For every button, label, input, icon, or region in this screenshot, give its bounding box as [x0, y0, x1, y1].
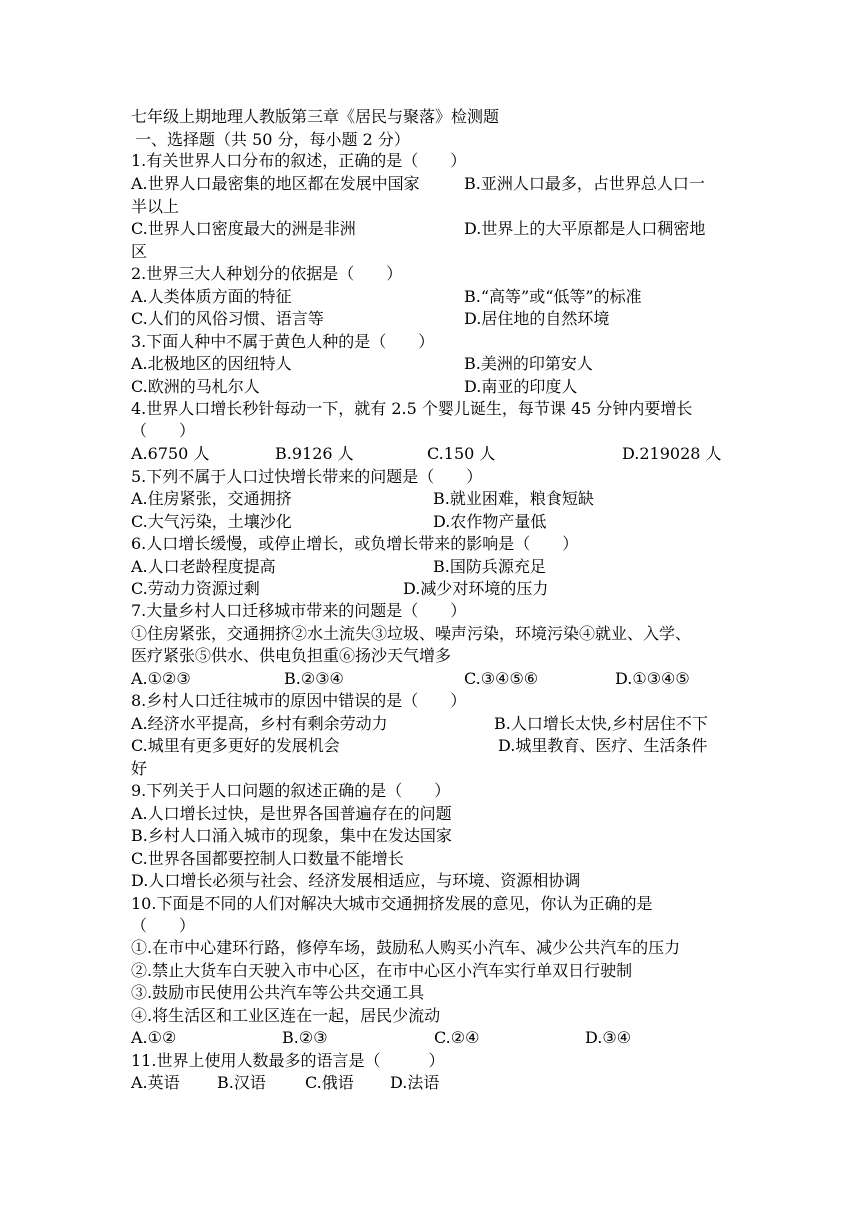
question-8-option-d: D.城里教育、医疗、生活条件	[498, 736, 708, 755]
question-9-option-d: D.人口增长必须与社会、经济发展相适应，与环境、资源相协调	[131, 871, 581, 890]
question-2-option-b: B.“高等”或“低等”的标准	[464, 287, 642, 306]
question-7-stem: 7.大量乡村人口迁移城市带来的问题是（ ）	[131, 601, 467, 620]
question-4-option-a: A.6750 人	[131, 444, 210, 463]
question-9-option-c: C.世界各国都要控制人口数量不能增长	[131, 849, 404, 868]
question-7-option-a: A.①②③	[131, 669, 191, 688]
question-11-option-c: C.俄语	[305, 1073, 354, 1092]
question-5-option-b: B.就业困难，粮食短缺	[433, 489, 594, 508]
question-2-stem: 2.世界三大人种划分的依据是（ ）	[131, 264, 403, 283]
question-1-option-b: B.亚洲人口最多，占世界总人口一	[464, 174, 705, 193]
question-11-option-b: B.汉语	[217, 1073, 266, 1092]
question-5-option-a: A.住房紧张，交通拥挤	[131, 489, 292, 508]
question-5-stem: 5.下列不属于人口过快增长带来的问题是（ ）	[131, 467, 483, 486]
question-5-option-d: D.农作物产量低	[433, 512, 547, 531]
question-1-option-a: A.世界人口最密集的地区都在发展中国家	[131, 174, 420, 193]
question-6-option-b: B.国防兵源充足	[433, 557, 546, 576]
question-1-option-c: C.世界人口密度最大的洲是非洲	[131, 219, 356, 238]
question-3-option-b: B.美洲的印第安人	[464, 354, 593, 373]
question-7-statements-line-2: 医疗紧张⑤供水、供电负担重⑥扬沙天气增多	[131, 646, 452, 665]
question-8-stem: 8.乡村人口迁往城市的原因中错误的是（ ）	[131, 691, 467, 710]
section-heading: 一、选择题（共 50 分，每小题 2 分）	[135, 130, 410, 149]
exam-title: 七年级上期地理人教版第三章《居民与聚落》检测题	[131, 107, 500, 126]
question-1-option-d-continued: 区	[131, 242, 148, 261]
question-2-option-c: C.人们的风俗习惯、语言等	[131, 309, 324, 328]
question-8-option-c: C.城里有更多更好的发展机会	[131, 736, 340, 755]
question-7-option-b: B.②③④	[284, 669, 344, 688]
question-1-option-b-continued: 半以上	[131, 197, 180, 216]
question-7-option-c: C.③④⑤⑥	[464, 669, 539, 688]
question-10-statement-1: ①.在市中心建环行路，修停车场，鼓励私人购买小汽车、减少公共汽车的压力	[131, 938, 681, 957]
question-1-stem: 1.有关世界人口分布的叙述，正确的是（ ）	[131, 151, 467, 170]
question-10-option-a: A.①②	[131, 1028, 177, 1047]
question-2-option-a: A.人类体质方面的特征	[131, 287, 292, 306]
question-10-statement-2: ②.禁止大货车白天驶入市中心区，在市中心区小汽车实行单双日行驶制	[131, 961, 633, 980]
question-9-option-b: B.乡村人口涌入城市的现象，集中在发达国家	[131, 826, 452, 845]
question-3-stem: 3.下面人种中不属于黄色人种的是（ ）	[131, 332, 435, 351]
question-8-option-b: B.人口增长太快,乡村居住不下	[494, 714, 708, 733]
question-6-stem: 6.人口增长缓慢，或停止增长，或负增长带来的影响是（ ）	[131, 534, 579, 553]
question-4-option-d: D.219028 人	[622, 444, 722, 463]
question-6-option-a: A.人口老龄程度提高	[131, 557, 276, 576]
question-4-option-b: B.9126 人	[275, 444, 354, 463]
question-10-stem: 10.下面是不同的人们对解决大城市交通拥挤发展的意见，你认为正确的是	[131, 894, 653, 913]
question-11-option-d: D.法语	[390, 1073, 440, 1092]
question-11-option-a: A.英语	[131, 1073, 180, 1092]
question-10-option-b: B.②③	[282, 1028, 328, 1047]
question-8-option-d-continued: 好	[131, 759, 148, 778]
question-4-stem-continued: （ ）	[131, 421, 196, 440]
question-4-stem: 4.世界人口增长秒针每动一下，就有 2.5 个婴儿诞生，每节课 45 分钟内要增长	[131, 399, 693, 418]
question-2-option-d: D.居住地的自然环境	[464, 309, 610, 328]
question-9-option-a: A.人口增长过快，是世界各国普遍存在的问题	[131, 804, 452, 823]
question-4-option-c: C.150 人	[427, 444, 496, 463]
question-10-statement-3: ③.鼓励市民使用公共汽车等公共交通工具	[131, 983, 425, 1002]
question-11-stem: 11.世界上使用人数最多的语言是（ ）	[131, 1051, 445, 1070]
question-7-option-d: D.①③④⑤	[615, 669, 690, 688]
question-3-option-a: A.北极地区的因纽特人	[131, 354, 292, 373]
question-3-option-c: C.欧洲的马札尔人	[131, 377, 260, 396]
question-1-option-d: D.世界上的大平原都是人口稠密地	[464, 219, 706, 238]
question-10-option-d: D.③④	[585, 1028, 632, 1047]
question-5-option-c: C.大气污染，土壤沙化	[131, 512, 292, 531]
question-6-option-c: C.劳动力资源过剩	[131, 579, 260, 598]
question-6-option-d: D.减少对环境的压力	[403, 579, 549, 598]
question-10-option-c: C.②④	[434, 1028, 480, 1047]
question-3-option-d: D.南亚的印度人	[464, 377, 578, 396]
question-10-statement-4: ④.将生活区和工业区连在一起，居民少流动	[131, 1006, 441, 1025]
question-10-stem-continued: （ ）	[131, 916, 196, 935]
question-7-statements-line-1: ①住房紧张，交通拥挤②水土流失③垃圾、噪声污染，环境污染④就业、入学、	[131, 624, 692, 643]
question-9-stem: 9.下列关于人口问题的叙述正确的是（ ）	[131, 781, 451, 800]
question-8-option-a: A.经济水平提高，乡村有剩余劳动力	[131, 714, 388, 733]
